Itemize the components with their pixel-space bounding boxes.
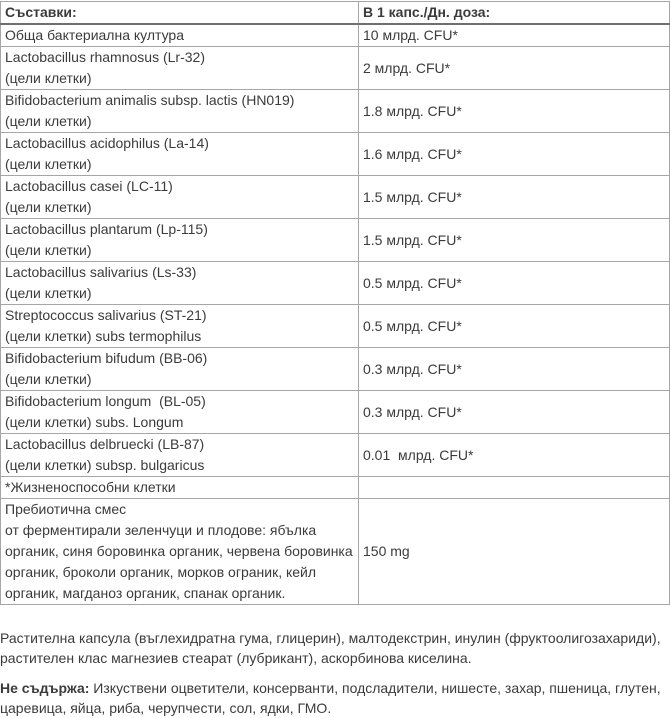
ingredient-line: (цели клетки) subs. Longum bbox=[5, 414, 184, 430]
ingredient-line: Bifidobacterium bifudum (BB-06) bbox=[5, 350, 208, 366]
table-row bbox=[1, 47, 670, 90]
amount-cell: 2 млрд. CFU* bbox=[359, 47, 670, 90]
amount-cell: 0.3 млрд. CFU* bbox=[359, 348, 670, 391]
header-ingredients: Съставки: bbox=[1, 2, 359, 25]
ingredients-table bbox=[0, 1, 670, 605]
ingredient-cell bbox=[1, 262, 359, 305]
ingredient-line: Lactobacillus casei (LC-11) bbox=[5, 178, 173, 194]
table-row bbox=[1, 24, 670, 47]
amount-cell: 0.01 млрд. CFU* bbox=[359, 434, 670, 477]
does-not-contain-paragraph bbox=[0, 678, 670, 718]
ingredient-line: Streptococcus salivarius (ST-21) bbox=[5, 307, 207, 323]
table-row bbox=[1, 434, 670, 477]
ingredient-cell bbox=[1, 90, 359, 133]
ingredient-cell bbox=[1, 477, 359, 499]
ingredient-cell bbox=[1, 133, 359, 176]
ingredient-line: (цели клетки) bbox=[5, 242, 92, 258]
ingredient-cell bbox=[1, 219, 359, 262]
table-row bbox=[1, 219, 670, 262]
ingredient-line: Lactobacillus acidophilus (La-14) bbox=[5, 135, 209, 151]
ingredient-cell bbox=[1, 391, 359, 434]
ingredient-line: (цели клетки) bbox=[5, 113, 92, 129]
ingredient-line: Lactobacillus plantarum (Lp-115) bbox=[5, 221, 208, 237]
ingredients-table-header bbox=[1, 2, 670, 25]
ingredient-line: (цели клетки) bbox=[5, 156, 92, 172]
ingredient-cell bbox=[1, 305, 359, 348]
table-row bbox=[1, 391, 670, 434]
ingredient-line: Bifidobacterium longum (BL-05) bbox=[5, 393, 206, 409]
ingredient-line: Bifidobacterium animalis subsp. lactis (HN019) bbox=[5, 92, 295, 108]
header-row bbox=[1, 2, 670, 25]
ingredient-cell bbox=[1, 47, 359, 90]
table-row bbox=[1, 90, 670, 133]
does-not-contain-label: Не съдържа: bbox=[0, 680, 90, 696]
amount-cell: 150 mg bbox=[359, 499, 670, 605]
ingredient-line: от ферментирали зеленчуци и плодове: ябълка органик, синя боровинка органик, червена боровинка органик, броколи органик, морков ограник, кейл органик, магданоз органик, спанак органик. bbox=[5, 522, 357, 601]
table-row bbox=[1, 477, 670, 499]
amount-cell: 0.5 млрд. CFU* bbox=[359, 305, 670, 348]
capsule-ingredients-paragraph: Растителна капсула (въглехидратна гума, глицерин), малтодекстрин, инулин (фруктоолигозахариди), растителен клас магнезиев стеарат (лубрикант), аскорбинова киселина. bbox=[0, 630, 661, 666]
ingredient-cell bbox=[1, 348, 359, 391]
ingredient-cell bbox=[1, 176, 359, 219]
table-row bbox=[1, 499, 670, 605]
ingredient-line: Lactobacillus rhamnosus (Lr-32) bbox=[5, 49, 205, 65]
ingredient-line: (цели клетки) bbox=[5, 199, 92, 215]
ingredient-line: Lactobacillus salivarius (Ls-33) bbox=[5, 264, 197, 280]
amount-cell: 1.5 млрд. CFU* bbox=[359, 219, 670, 262]
amount-cell: 1.5 млрд. CFU* bbox=[359, 176, 670, 219]
ingredient-line: *Жизненоспособни клетки bbox=[5, 479, 176, 495]
ingredient-cell bbox=[1, 434, 359, 477]
amount-cell: 1.6 млрд. CFU* bbox=[359, 133, 670, 176]
amount-cell: 10 млрд. CFU* bbox=[359, 24, 670, 47]
amount-cell: 1.8 млрд. CFU* bbox=[359, 90, 670, 133]
amount-cell: 0.3 млрд. CFU* bbox=[359, 391, 670, 434]
ingredient-line: Пребиотична смес bbox=[5, 501, 127, 517]
ingredient-line: Lactobacillus delbruecki (LB-87) bbox=[5, 436, 205, 452]
table-row bbox=[1, 176, 670, 219]
ingredient-line: (цели клетки) bbox=[5, 70, 92, 86]
table-row bbox=[1, 305, 670, 348]
ingredient-cell bbox=[1, 24, 359, 47]
does-not-contain-list: Изкуствени оцветители, консерванти, подсладители, нишесте, захар, пшеница, глутен, царевица, яйца, риба, черупчести, сол, ядки, ГМО. bbox=[0, 680, 661, 716]
ingredient-line: (цели клетки) subsp. bulgaricus bbox=[5, 457, 205, 473]
ingredient-line: (цели клетки) subs termophilus bbox=[5, 328, 202, 344]
ingredient-line: Обща бактериална култура bbox=[5, 27, 185, 43]
ingredients-tbody bbox=[1, 24, 670, 605]
table-row bbox=[1, 133, 670, 176]
header-dose: В 1 капс./Дн. доза: bbox=[359, 2, 670, 25]
table-row bbox=[1, 348, 670, 391]
ingredient-cell bbox=[1, 499, 359, 605]
table-row bbox=[1, 262, 670, 305]
ingredient-line: (цели клетки) bbox=[5, 285, 92, 301]
amount-cell bbox=[359, 477, 670, 499]
ingredient-line: (цели клетки) bbox=[5, 371, 92, 387]
amount-cell: 0.5 млрд. CFU* bbox=[359, 262, 670, 305]
